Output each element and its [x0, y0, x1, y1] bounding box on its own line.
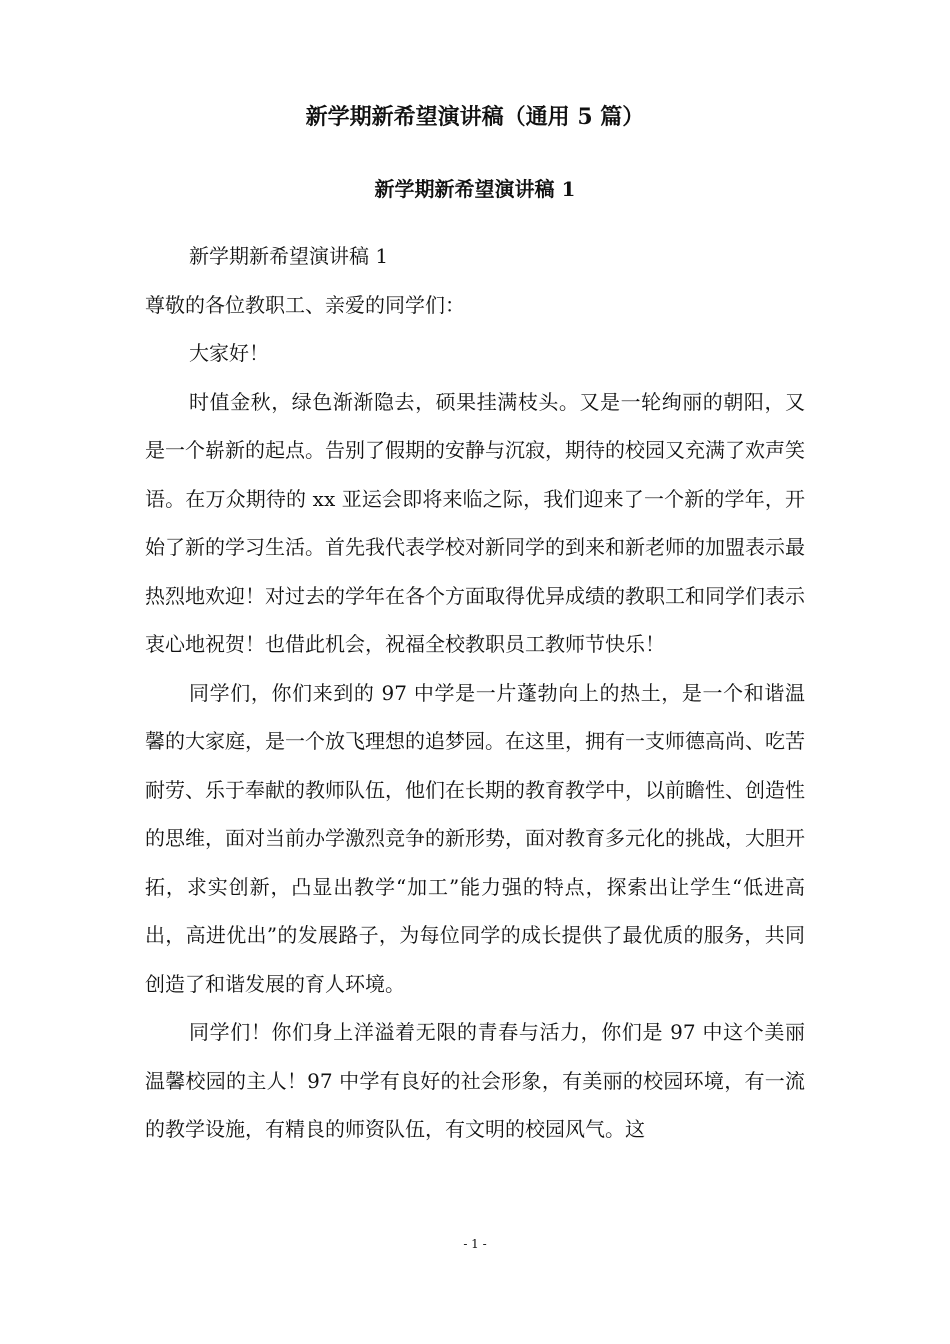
paragraph-body: 时值金秋，绿色渐渐隐去，硕果挂满枝头。又是一轮绚丽的朝阳，又是一个崭新的起点。告别了假期的安静与沉寂，期待的校园又充满了欢声笑语。在万众期待的 xx 亚运会即将来临之际，我们迎来了一个新的学年，开始了新的学习生活。首先我代表学校对新同学的到来和新老师的加盟表示最热烈地欢迎！对过去的学年在各个方面取得优异成绩的教职工和同学们表示衷心地祝贺！也借此机会，祝福全校教职员工教师节快乐！ — [145, 389, 805, 656]
paragraph-greeting: 大家好！ — [189, 341, 269, 365]
page-number: - 1 - — [463, 1237, 487, 1251]
document-title: 新学期新希望演讲稿（通用 5 篇） — [305, 104, 645, 130]
document-body — [145, 232, 805, 1154]
section-title: 新学期新希望演讲稿 1 — [374, 177, 576, 201]
paragraph-body: 同学们，你们来到的 97 中学是一片蓬勃向上的热土，是一个和谐温馨的大家庭，是一个放飞理想的追梦园。在这里，拥有一支师德高尚、吃苦耐劳、乐于奉献的教师队伍，他们在长期的教育教学中，以前瞻性、创造性的思维，面对当前办学激烈竞争的新形势，面对教育多元化的挑战，大胆开拓，求实创新，凸显出教学“加工”能力强的特点，探索出让学生“低进高出，高进优出”的发展路子，为每位同学的成长提供了最优质的服务，共同创造了和谐发展的育人环境。 — [145, 680, 805, 996]
paragraph-heading: 新学期新希望演讲稿 1 — [189, 244, 389, 268]
paragraph-salutation: 尊敬的各位教职工、亲爱的同学们： — [145, 292, 465, 317]
paragraph-body: 同学们！你们身上洋溢着无限的青春与活力，你们是 97 中这个美丽温馨校园的主人！97 中学有良好的社会形象，有美丽的校园环境，有一流的教学设施，有精良的师资队伍，有文明的校园风气。这 — [145, 1020, 805, 1141]
